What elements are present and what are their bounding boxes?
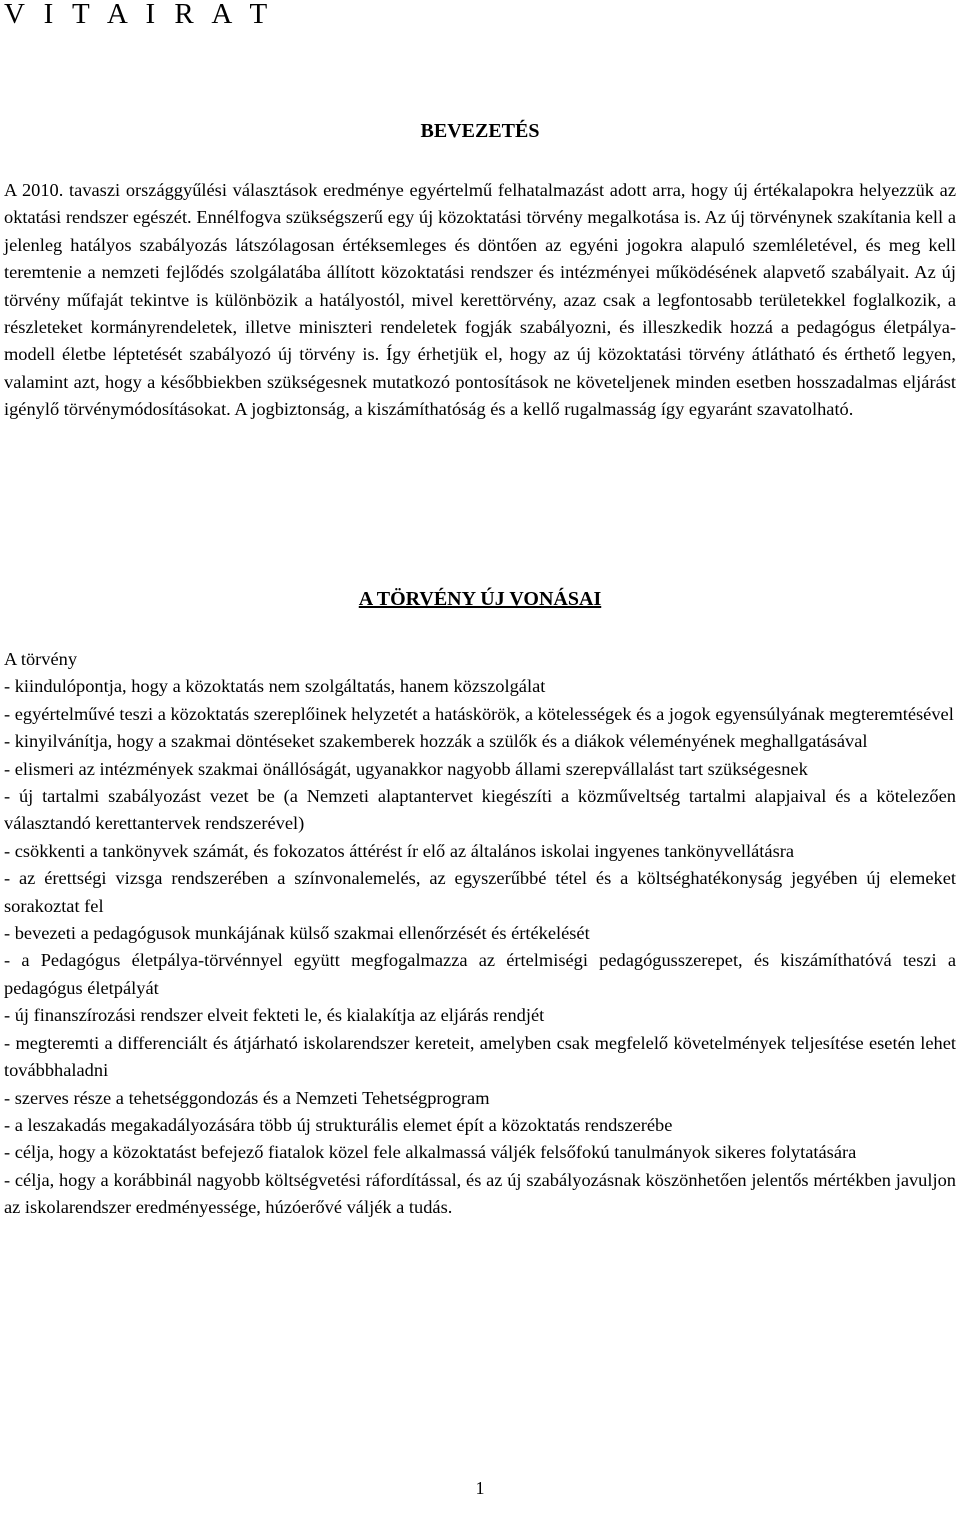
- feature-item: - kinyilvánítja, hogy a szakmai döntéseket szakemberek hozzák a szülők és a diákok véleményének meghallgatásával: [4, 731, 868, 752]
- feature-item: - a Pedagógus életpálya-törvénnyel együtt megfogalmazza az értelmiségi pedagógusszerepet, és kiszámíthatóvá teszi a pedagógus életpályát: [4, 950, 956, 998]
- feature-item: - célja, hogy a korábbinál nagyobb költségvetési ráfordítással, és az új szabályozásnak köszönhetően jelentős mértékben javuljon az iskolarendszer eredményessége, húzóerővé váljék a tudás.: [4, 1169, 956, 1218]
- features-lead: A törvény: [4, 649, 78, 669]
- intro-heading: BEVEZETÉS: [420, 120, 540, 142]
- feature-item: - megteremti a differenciált és átjárható iskolarendszer kereteit, amelyben csak megfelelő követelmények teljesítése esetén lehet továbbhaladni: [4, 1032, 956, 1081]
- feature-item: - kiindulópontja, hogy a közoktatás nem szolgáltatás, hanem közszolgálat: [4, 676, 546, 697]
- feature-item: - egyértelművé teszi a közoktatás szereplőinek helyzetét a hatáskörök, a kötelességek és a jogok egyensúlyának megteremtésével: [4, 703, 954, 724]
- document-title: V I T A I R A T: [4, 0, 274, 30]
- feature-item: - bevezeti a pedagógusok munkájának külső szakmai ellenőrzését és értékelését: [4, 923, 590, 944]
- features-heading: A TÖRVÉNY ÚJ VONÁSAI: [358, 588, 602, 610]
- features-section: [4, 646, 956, 1222]
- feature-item: - új tartalmi szabályozást vezet be (a Nemzeti alaptantervet kiegészíti a közműveltség tartalmi alapjaival és a kötelezően választandó kerettantervek rendszerével): [4, 786, 956, 834]
- feature-list: [4, 673, 956, 1221]
- feature-item: - csökkenti a tankönyvek számát, és fokozatos áttérést ír elő az általános iskolai ingyenes tankönyvellátásra: [4, 840, 795, 861]
- feature-item: - célja, hogy a közoktatást befejező fiatalok közel fele alkalmassá váljék felsőfokú tanulmányok sikeres folytatására: [4, 1142, 857, 1163]
- page-number: 1: [475, 1478, 485, 1498]
- feature-item: - az érettségi vizsga rendszerében a színvonalemelés, az egyszerűbbé tétel és a költséghatékonyság jegyében új elemeket sorakoztat fel: [4, 868, 956, 916]
- feature-item: - a leszakadás megakadályozására több új strukturális elemet épít a közoktatás rendszerébe: [4, 1114, 673, 1135]
- feature-item: - szerves része a tehetséggondozás és a Nemzeti Tehetségprogram: [4, 1087, 490, 1108]
- feature-item: - elismeri az intézmények szakmai önállóságát, ugyanakkor nagyobb állami szerepvállalást tart szükségesnek: [4, 758, 808, 779]
- feature-item: - új finanszírozási rendszer elveit fekteti le, és kialakítja az eljárás rendjét: [4, 1005, 545, 1026]
- intro-paragraph: A 2010. tavaszi országgyűlési választások eredménye egyértelmű felhatalmazást adott arra, hogy új értékalapokra helyezzük az oktatási rendszer egészét. Ennélfogva szükségszerű egy új közoktatási törvény megalkotása is. Az új törvénynek szakítania kell a jelenleg hatályos szabályozás látszólagosan értéksemleges és döntően az egyéni jogokra alapuló szemléletével, és meg kell teremtenie a nemzeti fejlődés szolgálatába állított közoktatási rendszer és intézményei működésének alapvető szabályait. Az új törvény műfaját tekintve is különbözik a hatályostól, mivel kerettörvény, azaz csak a legfontosabb területekkel foglalkozik, a részleteket kormányrendeletek, illetve miniszteri rendeletek fogják szabályozni, és illeszkedik hozzá a pedagógus életpálya-modell életbe léptetését szabályozó új törvény is. Így érhetjük el, hogy az új közoktatási törvény átlátható és érthető legyen, valamint azt, hogy a későbbiekben szükségesnek mutatkozó pontosítások ne követeljenek minden esetben hosszadalmas eljárást igénylő törvénymódosításokat. A jogbiztonság, a kiszámíthatóság és a kellő rugalmasság így egyaránt szavatolható.: [4, 180, 956, 420]
